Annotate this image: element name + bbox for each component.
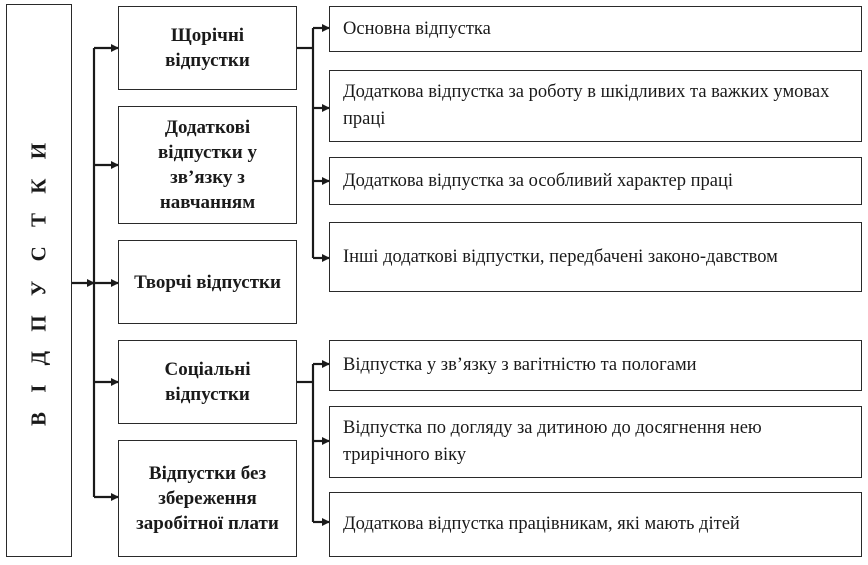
category-label: Щорічні відпустки bbox=[165, 25, 250, 71]
category-label: Творчі відпустки bbox=[134, 271, 281, 293]
leaf-label: Основна відпустка bbox=[343, 18, 491, 39]
leaf-label: Додаткова відпустка за роботу в шкідливих та важких умовах праці bbox=[343, 82, 830, 129]
leaf-parents-additional-leave bbox=[329, 492, 862, 557]
leaf-maternity-leave bbox=[329, 340, 862, 391]
leaf-childcare-leave bbox=[329, 406, 862, 478]
leaf-label: Інші додаткові відпустки, передбачені законо-давством bbox=[343, 246, 778, 267]
leaf-label: Додаткова відпустка працівникам, які мають дітей bbox=[343, 514, 740, 534]
category-label: Відпустки без збереження заробітної плати bbox=[136, 463, 279, 534]
category-label: Додаткові відпустки у зв’язку з навчанням bbox=[158, 117, 257, 213]
leaf-label: Відпустка у зв’язку з вагітністю та пологами bbox=[343, 355, 697, 375]
root-label: В І Д П У С Т К И bbox=[26, 135, 51, 426]
category-annual-leave bbox=[118, 6, 297, 90]
leaf-label: Додаткова відпустка за особливий характер праці bbox=[343, 170, 734, 191]
leaf-main-leave bbox=[329, 6, 862, 52]
category-creative-leave bbox=[118, 240, 297, 324]
leaf-hazardous-conditions-leave bbox=[329, 70, 862, 142]
category-unpaid-leave bbox=[118, 440, 297, 557]
category-study-leave bbox=[118, 106, 297, 224]
category-label: Соціальні відпустки bbox=[164, 359, 251, 405]
leaf-special-work-nature-leave bbox=[329, 157, 862, 205]
leaf-other-additional-leave bbox=[329, 222, 862, 292]
root-node bbox=[6, 4, 72, 557]
category-social-leave bbox=[118, 340, 297, 424]
leaf-label: Відпустка по догляду за дитиною до досягнення нею трирічного віку bbox=[343, 418, 762, 465]
